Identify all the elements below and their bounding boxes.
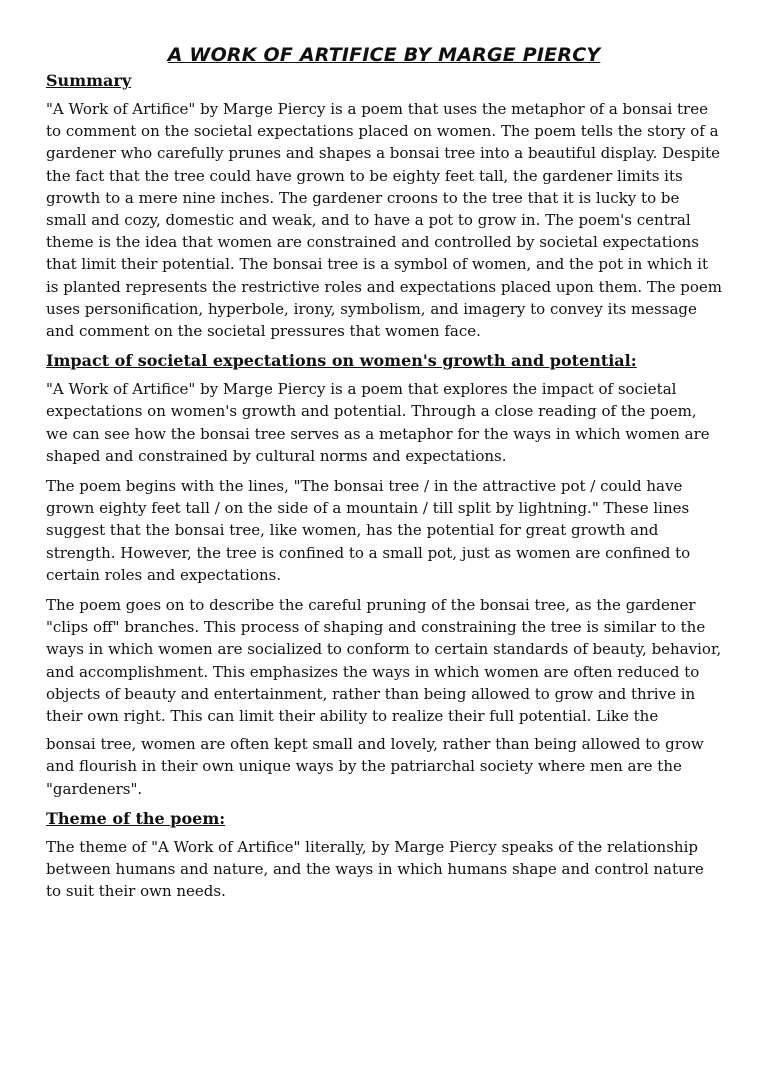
summary-heading: Summary: [46, 71, 132, 90]
summary-paragraph: "A Work of Artifice" by Marge Piercy is a poem that uses the metaphor of a bonsai tree to comment on the societal expectations placed on women. The poem tells the story of a gardener who carefully prunes and shapes a bonsai tree into a beautiful display. Despite the fact that the tree could have grown to be eighty feet tall, the gardener limits its growth to a mere nine inches. The gardener croons to the tree that it is lucky to be small and cozy, domestic and weak, and to have a pot to grow in. The poem's central theme is the idea that women are constrained and controlled by societal expectations that limit their potential. The bonsai tree is a symbol of women, and the pot in which it is planted represents the restrictive roles and expectations placed upon them. The poem uses personification, hyperbole, irony, symbolism, and imagery to convey its message and comment on the societal pressures that women face.: [46, 100, 722, 341]
impact-heading: Impact of societal expectations on women's growth and potential:: [46, 351, 637, 371]
impact-paragraph-continued: bonsai tree, women are often kept small and lovely, rather than being allowed to grow and flourish in their own unique ways by the patriarchal society where men are the "gardeners".: [46, 735, 704, 798]
theme-section: [46, 808, 722, 903]
impact-paragraph: The poem goes on to describe the careful pruning of the bonsai tree, as the gardener "clips off" branches. This process of shaping and constraining the tree is similar to the ways in which women are socialized to conform to certain standards of beauty, behavior, and accomplishment. This emphasizes the ways in which women are often reduced to objects of beauty and entertainment, rather than being allowed to grow and thrive in their own right. This can limit their ability to realize their full potential. Like the: [46, 596, 722, 726]
summary-section: [46, 70, 722, 342]
impact-section: [46, 350, 722, 800]
theme-heading: Theme of the poem:: [46, 808, 226, 828]
document-page: [0, 42, 768, 1066]
document-title: A WORK OF ARTIFICE BY MARGE PIERCY: [167, 44, 601, 66]
impact-paragraph: The poem begins with the lines, "The bonsai tree / in the attractive pot / could have grown eighty feet tall / on the side of a mountain / till split by lightning." These lines suggest that the bonsai tree, like women, has the potential for great growth and strength. However, the tree is confined to a small pot, just as women are confined to certain roles and expectations.: [46, 477, 691, 584]
impact-paragraph: "A Work of Artifice" by Marge Piercy is a poem that explores the impact of societal expectations on women's growth and potential. Through a close reading of the poem, we can see how the bonsai tree serves as a metaphor for the ways in which women are shaped and constrained by cultural norms and expectations.: [46, 380, 710, 465]
theme-paragraph: The theme of "A Work of Artifice" literally, by Marge Piercy speaks of the relationship between humans and nature, and the ways in which humans shape and control nature to suit their own needs.: [46, 837, 704, 901]
